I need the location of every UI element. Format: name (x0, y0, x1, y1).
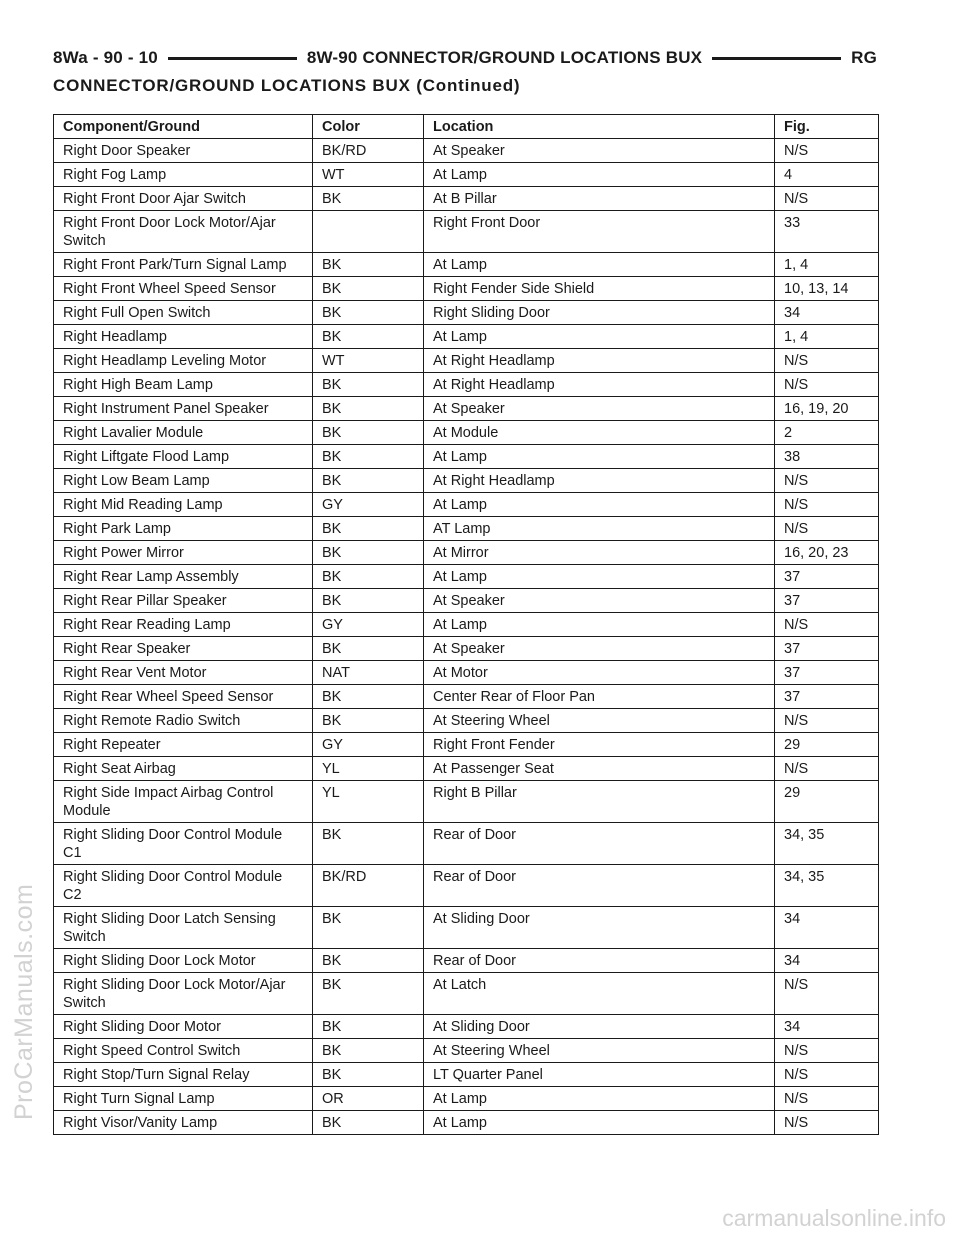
fig-cell: N/S (775, 139, 879, 163)
location-cell: At Latch (424, 973, 775, 1015)
table-row (54, 445, 879, 469)
location-cell: Rear of Door (424, 949, 775, 973)
fig-cell: 37 (775, 565, 879, 589)
component-cell: Right Sliding Door Control Module C1 (54, 823, 313, 865)
location-cell: Rear of Door (424, 865, 775, 907)
table-row (54, 637, 879, 661)
fig-cell: 10, 13, 14 (775, 277, 879, 301)
component-cell: Right Front Door Ajar Switch (54, 187, 313, 211)
component-cell: Right Sliding Door Control Module C2 (54, 865, 313, 907)
fig-cell: N/S (775, 1111, 879, 1135)
location-cell: At Sliding Door (424, 907, 775, 949)
color-cell: BK (313, 1111, 424, 1135)
column-header: Component/Ground (54, 115, 313, 139)
component-cell: Right Fog Lamp (54, 163, 313, 187)
component-cell: Right Sliding Door Lock Motor (54, 949, 313, 973)
component-cell: Right Park Lamp (54, 517, 313, 541)
color-cell: BK (313, 277, 424, 301)
component-cell: Right Stop/Turn Signal Relay (54, 1063, 313, 1087)
component-cell: Right High Beam Lamp (54, 373, 313, 397)
section-heading: 8W-90 CONNECTOR/GROUND LOCATIONS BUX (306, 48, 703, 67)
fig-cell: 34 (775, 1015, 879, 1039)
location-cell: Right B Pillar (424, 781, 775, 823)
component-cell: Right Headlamp Leveling Motor (54, 349, 313, 373)
table-row (54, 325, 879, 349)
color-cell: BK (313, 565, 424, 589)
table-row (54, 253, 879, 277)
table-row (54, 349, 879, 373)
page-number: 8Wa - 90 - 10 (53, 48, 158, 67)
color-cell: BK (313, 823, 424, 865)
component-cell: Right Mid Reading Lamp (54, 493, 313, 517)
bottom-watermark: carmanualsonline.info (722, 1205, 946, 1231)
location-cell: At Steering Wheel (424, 709, 775, 733)
component-cell: Right Side Impact Airbag Control Module (54, 781, 313, 823)
component-cell: Right Repeater (54, 733, 313, 757)
component-cell: Right Lavalier Module (54, 421, 313, 445)
component-cell: Right Liftgate Flood Lamp (54, 445, 313, 469)
fig-cell: N/S (775, 757, 879, 781)
color-cell (313, 211, 424, 253)
fig-cell: N/S (775, 709, 879, 733)
table-row (54, 1087, 879, 1111)
color-cell: BK (313, 685, 424, 709)
fig-cell: 37 (775, 589, 879, 613)
location-cell: At Sliding Door (424, 1015, 775, 1039)
table-body (54, 139, 879, 1135)
fig-cell: 37 (775, 661, 879, 685)
component-cell: Right Power Mirror (54, 541, 313, 565)
location-cell: At Right Headlamp (424, 469, 775, 493)
component-cell: Right Front Wheel Speed Sensor (54, 277, 313, 301)
component-cell: Right Speed Control Switch (54, 1039, 313, 1063)
fig-cell: N/S (775, 517, 879, 541)
side-watermark: ProCarManuals.com (10, 883, 38, 1120)
location-cell: Rear of Door (424, 823, 775, 865)
color-cell: BK (313, 709, 424, 733)
color-cell: WT (313, 349, 424, 373)
color-cell: BK/RD (313, 865, 424, 907)
color-cell: NAT (313, 661, 424, 685)
color-cell: BK (313, 637, 424, 661)
table-row (54, 973, 879, 1015)
table-row (54, 613, 879, 637)
component-cell: Right Rear Reading Lamp (54, 613, 313, 637)
table-row (54, 397, 879, 421)
component-cell: Right Rear Pillar Speaker (54, 589, 313, 613)
table-row (54, 1015, 879, 1039)
location-cell: Right Front Door (424, 211, 775, 253)
color-cell: BK (313, 949, 424, 973)
fig-cell: N/S (775, 493, 879, 517)
page-header (53, 44, 877, 72)
model-code: RG (851, 48, 877, 67)
location-cell: Center Rear of Floor Pan (424, 685, 775, 709)
fig-cell: 38 (775, 445, 879, 469)
table-row (54, 187, 879, 211)
component-cell: Right Low Beam Lamp (54, 469, 313, 493)
table-row (54, 541, 879, 565)
component-cell: Right Headlamp (54, 325, 313, 349)
fig-cell: 37 (775, 685, 879, 709)
column-header: Fig. (775, 115, 879, 139)
color-cell: BK (313, 973, 424, 1015)
color-cell: BK (313, 253, 424, 277)
location-cell: At Motor (424, 661, 775, 685)
location-cell: At Lamp (424, 1087, 775, 1111)
component-cell: Right Full Open Switch (54, 301, 313, 325)
component-cell: Right Visor/Vanity Lamp (54, 1111, 313, 1135)
table-row (54, 661, 879, 685)
table-row (54, 277, 879, 301)
table-row (54, 757, 879, 781)
fig-cell: N/S (775, 373, 879, 397)
location-cell: At Passenger Seat (424, 757, 775, 781)
location-cell: AT Lamp (424, 517, 775, 541)
connector-table (53, 114, 879, 1135)
fig-cell: 34 (775, 949, 879, 973)
table-row (54, 709, 879, 733)
component-cell: Right Front Door Lock Motor/Ajar Switch (54, 211, 313, 253)
location-cell: At Speaker (424, 637, 775, 661)
color-cell: YL (313, 757, 424, 781)
location-cell: At Lamp (424, 1111, 775, 1135)
color-cell: BK (313, 1015, 424, 1039)
location-cell: At Module (424, 421, 775, 445)
color-cell: BK (313, 517, 424, 541)
color-cell: BK (313, 541, 424, 565)
table-row (54, 907, 879, 949)
location-cell: At Right Headlamp (424, 373, 775, 397)
fig-cell: 1, 4 (775, 325, 879, 349)
fig-cell: 33 (775, 211, 879, 253)
color-cell: BK (313, 301, 424, 325)
fig-cell: 37 (775, 637, 879, 661)
color-cell: BK (313, 397, 424, 421)
header-rule (712, 57, 841, 60)
table-row (54, 589, 879, 613)
table-row (54, 865, 879, 907)
color-cell: BK (313, 589, 424, 613)
location-cell: At Right Headlamp (424, 349, 775, 373)
fig-cell: N/S (775, 1063, 879, 1087)
location-cell: At Mirror (424, 541, 775, 565)
location-cell: Right Front Fender (424, 733, 775, 757)
location-cell: At Speaker (424, 397, 775, 421)
fig-cell: N/S (775, 973, 879, 1015)
fig-cell: 2 (775, 421, 879, 445)
color-cell: GY (313, 733, 424, 757)
table-header-row (54, 115, 879, 139)
component-cell: Right Front Park/Turn Signal Lamp (54, 253, 313, 277)
location-cell: At Lamp (424, 163, 775, 187)
location-cell: At Lamp (424, 445, 775, 469)
fig-cell: 1, 4 (775, 253, 879, 277)
location-cell: At B Pillar (424, 187, 775, 211)
color-cell: BK (313, 445, 424, 469)
table-row (54, 781, 879, 823)
table-row (54, 211, 879, 253)
location-cell: At Lamp (424, 325, 775, 349)
fig-cell: 29 (775, 781, 879, 823)
fig-cell: 34 (775, 907, 879, 949)
color-cell: OR (313, 1087, 424, 1111)
component-cell: Right Door Speaker (54, 139, 313, 163)
color-cell: YL (313, 781, 424, 823)
table-row (54, 301, 879, 325)
table-row (54, 421, 879, 445)
fig-cell: 34 (775, 301, 879, 325)
component-cell: Right Rear Speaker (54, 637, 313, 661)
table-row (54, 373, 879, 397)
table-row (54, 469, 879, 493)
component-cell: Right Sliding Door Lock Motor/Ajar Switch (54, 973, 313, 1015)
location-cell: At Lamp (424, 565, 775, 589)
color-cell: BK/RD (313, 139, 424, 163)
color-cell: BK (313, 469, 424, 493)
component-cell: Right Rear Lamp Assembly (54, 565, 313, 589)
location-cell: At Speaker (424, 139, 775, 163)
location-cell: LT Quarter Panel (424, 1063, 775, 1087)
location-cell: At Steering Wheel (424, 1039, 775, 1063)
column-header: Location (424, 115, 775, 139)
fig-cell: 16, 20, 23 (775, 541, 879, 565)
fig-cell: 4 (775, 163, 879, 187)
table-row (54, 1039, 879, 1063)
fig-cell: 29 (775, 733, 879, 757)
fig-cell: N/S (775, 349, 879, 373)
component-cell: Right Rear Wheel Speed Sensor (54, 685, 313, 709)
table-row (54, 517, 879, 541)
color-cell: BK (313, 187, 424, 211)
table-row (54, 685, 879, 709)
table-row (54, 163, 879, 187)
location-cell: At Lamp (424, 253, 775, 277)
fig-cell: N/S (775, 469, 879, 493)
color-cell: BK (313, 1039, 424, 1063)
color-cell: BK (313, 373, 424, 397)
fig-cell: N/S (775, 187, 879, 211)
component-cell: Right Sliding Door Motor (54, 1015, 313, 1039)
color-cell: WT (313, 163, 424, 187)
component-cell: Right Seat Airbag (54, 757, 313, 781)
table-row (54, 565, 879, 589)
header-rule (168, 57, 297, 60)
table-row (54, 1063, 879, 1087)
table-row (54, 493, 879, 517)
fig-cell: N/S (775, 1087, 879, 1111)
component-cell: Right Instrument Panel Speaker (54, 397, 313, 421)
location-cell: At Lamp (424, 613, 775, 637)
component-cell: Right Turn Signal Lamp (54, 1087, 313, 1111)
column-header: Color (313, 115, 424, 139)
component-cell: Right Sliding Door Latch Sensing Switch (54, 907, 313, 949)
component-cell: Right Rear Vent Motor (54, 661, 313, 685)
location-cell: At Lamp (424, 493, 775, 517)
fig-cell: N/S (775, 1039, 879, 1063)
color-cell: BK (313, 325, 424, 349)
fig-cell: N/S (775, 613, 879, 637)
location-cell: Right Fender Side Shield (424, 277, 775, 301)
table-row (54, 733, 879, 757)
fig-cell: 16, 19, 20 (775, 397, 879, 421)
page-title: CONNECTOR/GROUND LOCATIONS BUX (Continued) (53, 76, 521, 95)
component-cell: Right Remote Radio Switch (54, 709, 313, 733)
fig-cell: 34, 35 (775, 865, 879, 907)
color-cell: BK (313, 907, 424, 949)
table-row (54, 1111, 879, 1135)
color-cell: BK (313, 421, 424, 445)
fig-cell: 34, 35 (775, 823, 879, 865)
table-row (54, 139, 879, 163)
location-cell: Right Sliding Door (424, 301, 775, 325)
table-row (54, 949, 879, 973)
table-row (54, 823, 879, 865)
color-cell: GY (313, 493, 424, 517)
location-cell: At Speaker (424, 589, 775, 613)
color-cell: BK (313, 1063, 424, 1087)
color-cell: GY (313, 613, 424, 637)
